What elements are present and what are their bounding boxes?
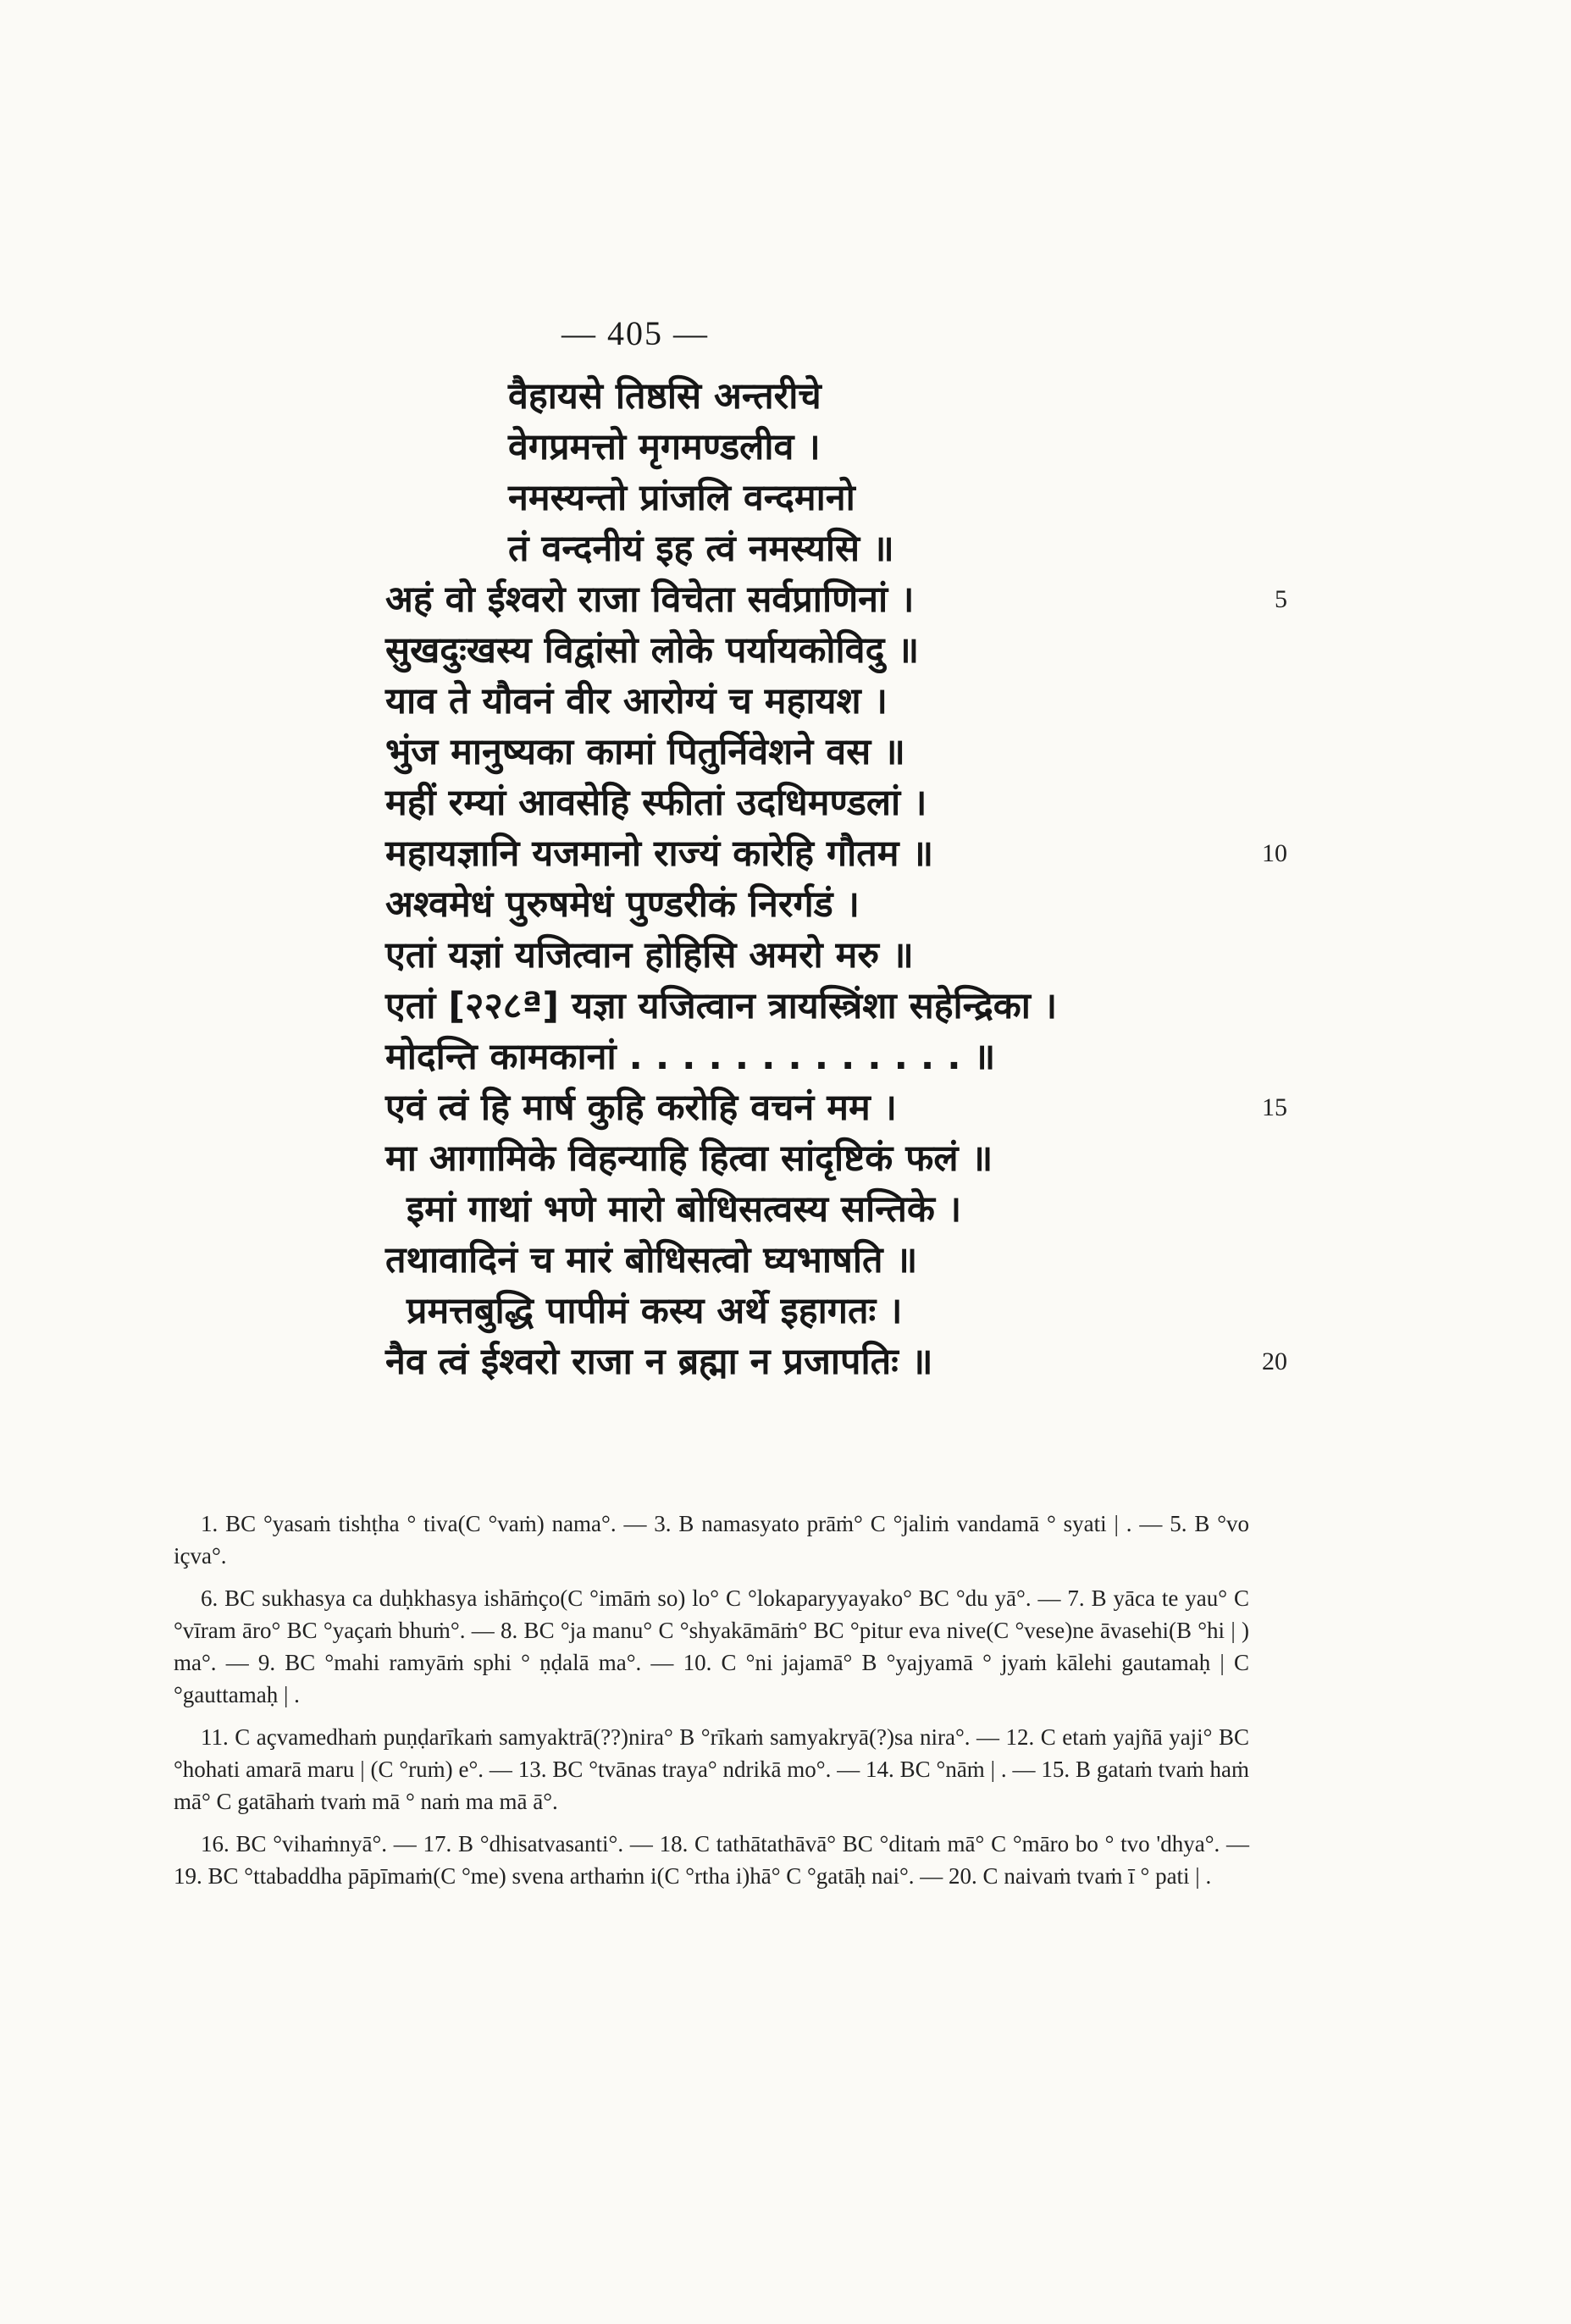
footnote-paragraph-4: 16. BC °vihaṁnyā°. — 17. B °dhisatvasanti°. — 18. C tathātathāvā° BC °ditaṁ mā° C °māro bo ° tvo 'dhya°. — 19. BC °ttabaddha pāpīmaṁ(C °me) svena arthaṁn i(C °rtha i)hā° C °gatāḥ nai°. — 20. C naivaṁ tvaṁ ī ° pati | .: [174, 1831, 1249, 1889]
verse-line-9: महीं रम्यां आवसेहि स्फीतां उदधिमण्डलां ।: [385, 782, 927, 824]
footnote-paragraph-2: 6. BC sukhasya ca duḥkhasya ishāṁço(C °imāṁ so) lo° C °lokaparyyayako° BC °du yā°. — 7. B yāca te yau° C °vīram āro° BC °yaçaṁ bhuṁ°. — 8. BC °ja manu° C °shyakāmāṁ° BC °pitur eva nive(C °vese)ne āvasehi(B °hi | ) ma°. — 9. BC °mahi ramyāṁ sphi ° ṇḍalā ma°. — 10. C °ni jajamā° B °yajyamā ° jyaṁ kālehi gautamaḥ | C °gauttamaḥ | .: [174, 1585, 1249, 1707]
verse-line-12: एतां यज्ञां यजित्वान होहिसि अमरो मरु ॥: [385, 934, 914, 977]
verse-line-3: नमस्यन्तो प्रांजलि वन्दमानो: [508, 477, 855, 519]
verse-line-2: वेगप्रमत्तो मृगमण्डलीव ।: [508, 426, 821, 468]
footnote-paragraph-3: 11. C açvamedhaṁ puṇḍarīkaṁ samyaktrā(??)nira° B °rīkaṁ samyakryā(?)sa nira°. — 12. C etaṁ yajñā yaji° BC °hohati amarā maru | (C °ruṁ) e°. — 13. BC °tvānas traya° ndrikā mo°. — 14. BC °nāṁ | . — 15. B gataṁ tvaṁ haṁ mā° C gatāhaṁ tvaṁ mā ° naṁ ma mā ā°.: [174, 1724, 1249, 1814]
verse-line-16: मा आगामिके विहन्याहि हित्वा सांदृष्टिकं फलं ॥: [385, 1137, 993, 1180]
verse-line-10: महायज्ञानि यजमानो राज्यं कारेहि गौतम ॥: [385, 833, 934, 875]
verse-line-4: तं वन्दनीयं इह त्वं नमस्यसि ॥: [508, 528, 894, 570]
verse-line-14: मोदन्ति कामकानां . . . . . . . . . . . . . ॥: [385, 1036, 996, 1078]
verse-line-19: प्रमत्तबुद्धि पापीमं कस्य अर्थे इहागतः ।: [407, 1290, 903, 1332]
page-number: — 405 —: [561, 314, 709, 352]
verse-line-15: एवं त्वं हि मार्ष कुहि करोहि वचनं मम ।: [385, 1087, 897, 1129]
verse-line-5: अहं वो ईश्वरो राजा विचेता सर्वप्राणिनां ।: [385, 578, 915, 621]
verse-line-8: भुंज मानुष्यका कामां पितुर्निवेशने वस ॥: [385, 731, 905, 773]
verse-line-17: इमां गाथां भणे मारो बोधिसत्वस्य सन्तिके ।: [407, 1188, 962, 1231]
verse-line-13: एतां [२२८ª] यज्ञा यजित्वान त्रायस्त्रिंशा सहेन्द्रिका ।: [385, 985, 1058, 1027]
footnotes: [174, 1508, 1249, 1902]
line-number-10: 10: [1262, 839, 1287, 867]
footnote-paragraph-1: 1. BC °yasaṁ tishṭha ° tiva(C °vaṁ) nama°. — 3. B namasyato prāṁ° C °jaliṁ vandamā ° syati | . — 5. B °vo içva°.: [174, 1511, 1249, 1569]
line-number-20: 20: [1262, 1347, 1287, 1375]
verse-line-11: अश्वमेधं पुरुषमेधं पुण्डरीकं निरर्गडं ।: [385, 883, 860, 926]
verse-line-20: नैव त्वं ईश्वरो राजा न ब्रह्मा न प्रजापतिः ॥: [385, 1341, 933, 1383]
verse-line-7: याव ते यौवनं वीर आरोग्यं च महायश ।: [385, 680, 888, 722]
line-number-5: 5: [1275, 585, 1287, 613]
verse-line-18: तथावादिनं च मारं बोधिसत्वो घ्यभाषति ॥: [385, 1239, 918, 1281]
verse-line-1: वैहायसे तिष्ठसि अन्तरीचे: [508, 375, 821, 418]
verse-line-6: सुखदुःखस्य विद्वांसो लोके पर्यायकोविदु ॥: [385, 629, 920, 672]
line-number-15: 15: [1262, 1093, 1287, 1121]
